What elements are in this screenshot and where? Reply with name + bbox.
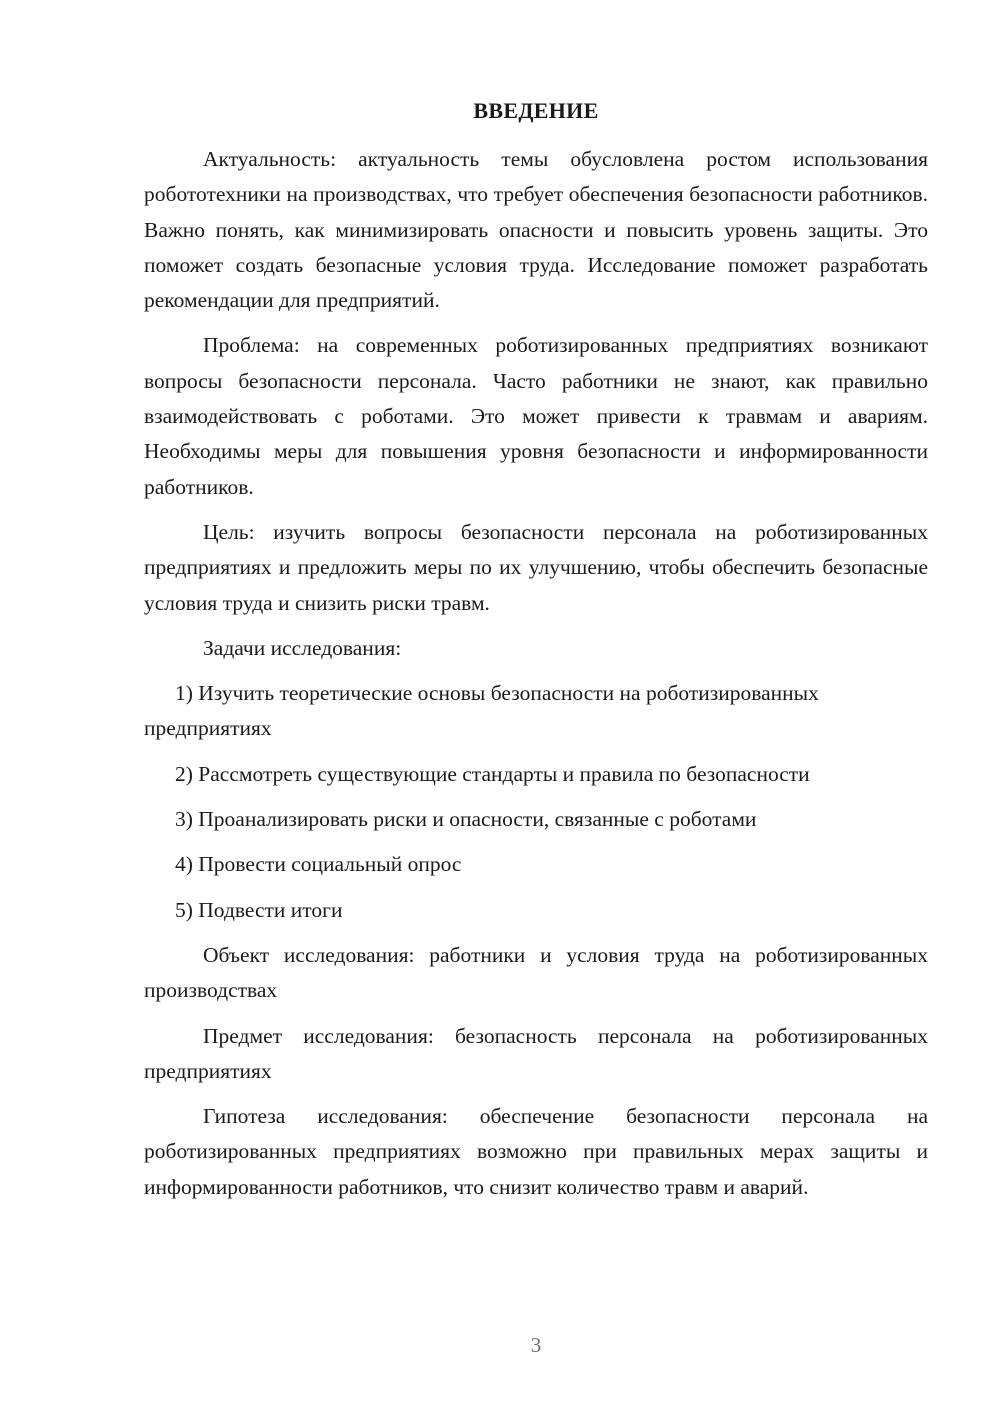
- task-item-1: 1) Изучить теоретические основы безопасности на роботизированных предприятиях: [144, 681, 819, 741]
- task-item-5: 5) Подвести итоги: [175, 897, 343, 922]
- paragraph-subject: Предмет исследования: безопасность персонала на роботизированных предприятиях: [144, 1023, 928, 1083]
- paragraph-hypothesis: Гипотеза исследования: обеспечение безопасности персонала на роботизированных предприятиях возможно при правильных мерах защиты и информированности работников, что снизит количество травм и аварий.: [144, 1104, 928, 1199]
- task-item-3: 3) Проанализировать риски и опасности, связанные с роботами: [175, 807, 757, 832]
- document-body: [144, 142, 928, 1215]
- paragraph-relevance: Актуальность: актуальность темы обусловлена ростом использования робототехники на производствах, что требует обеспечения безопасности работников. Важно понять, как минимизировать опасности и повысить уровень защиты. Это поможет создать безопасные условия труда. Исследование поможет разработать рекомендации для предприятий.: [144, 147, 928, 313]
- task-item-4: 4) Провести социальный опрос: [175, 852, 462, 877]
- task-item-2: 2) Рассмотреть существующие стандарты и правила по безопасности: [175, 761, 810, 786]
- page-title: ВВЕДЕНИЕ: [473, 98, 599, 123]
- paragraph-object: Объект исследования: работники и условия труда на роботизированных производствах: [144, 942, 928, 1003]
- paragraph-tasks-heading: Задачи исследования:: [203, 635, 402, 660]
- page-number: 3: [530, 1333, 542, 1357]
- paragraph-problem: Проблема: на современных роботизированных предприятиях возникают вопросы безопасности персонала. Часто работники не знают, как правильно взаимодействовать с роботами. Это может привести к травмам и авариям. Необходимы меры для повышения уровня безопасности и информированности работников.: [144, 333, 928, 499]
- paragraph-goal: Цель: изучить вопросы безопасности персонала на роботизированных предприятиях и предложить меры по их улучшению, чтобы обеспечить безопасные условия труда и снизить риски травм.: [144, 519, 928, 615]
